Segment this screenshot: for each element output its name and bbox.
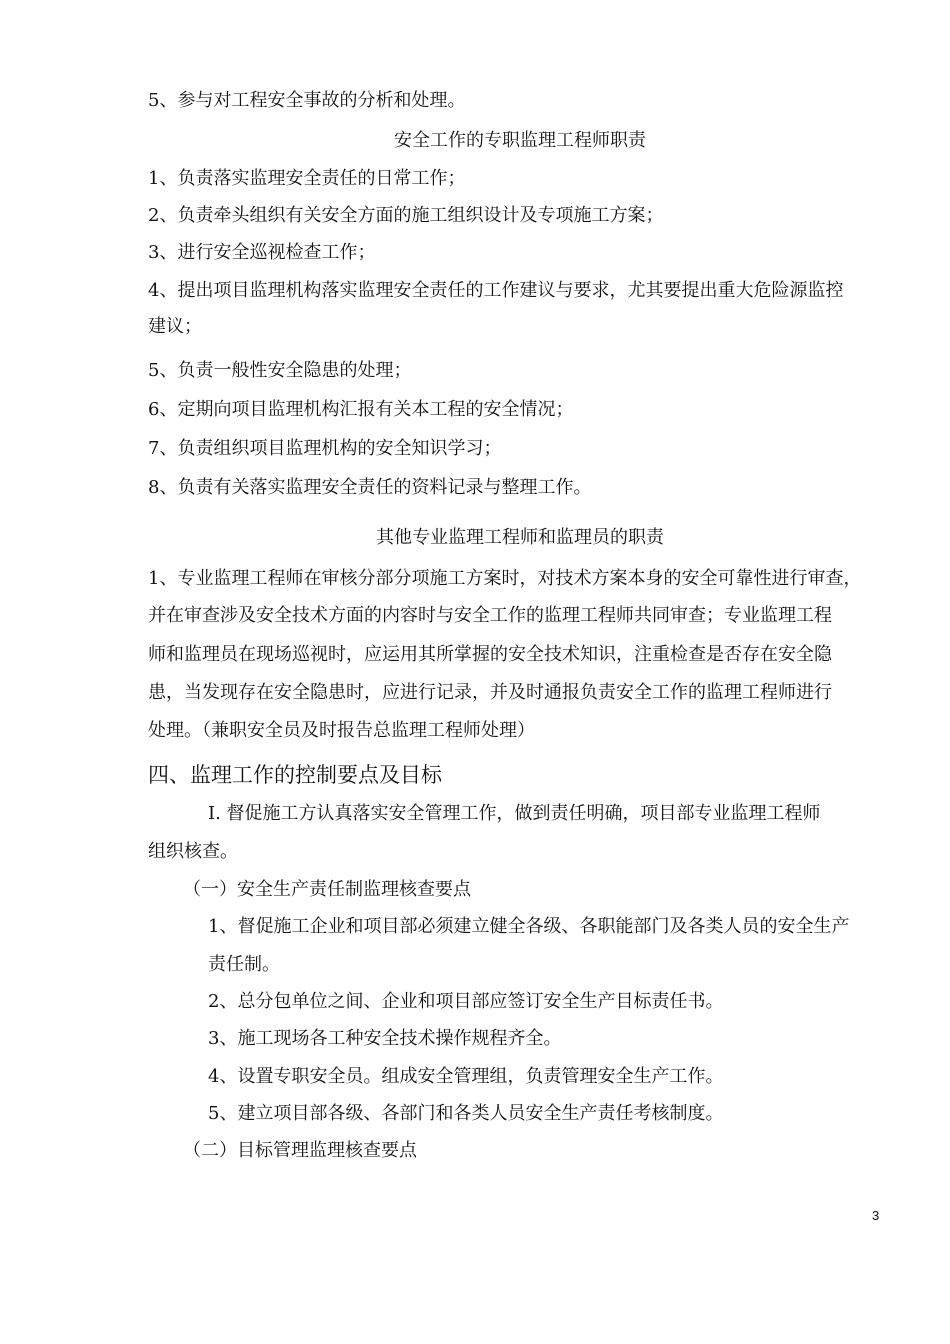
checkpoint-item: 3、施工现场各工种安全技术操作规程齐全。 [208,1028,562,1049]
intro-line-continued: 组织核查。 [148,841,238,862]
safety-duty-item: 7、负责组织项目监理机构的安全知识学习； [148,438,502,459]
paragraph-line: 处理。（兼职安全员及时报告总监理工程师处理） [148,720,535,741]
safety-duty-item: 5、负责一般性安全隐患的处理； [148,360,412,381]
checkpoint-item: 1、督促施工企业和项目部必须建立健全各级、各职能部门及各类人员的安全生产 [208,916,850,937]
checkpoint-item: 4、设置专职安全员。组成安全管理组，负责管理安全生产工作。 [208,1066,724,1087]
checkpoint-item-continued: 责任制。 [208,954,280,975]
section-heading-other-engineers: 其他专业监理工程师和监理员的职责 [376,527,664,548]
safety-duty-item: 6、定期向项目监理机构汇报有关本工程的安全情况； [148,399,574,420]
paragraph-line: 1、专业监理工程师在审核分部分项施工方案时，对技术方案本身的安全可靠性进行审查， [148,568,862,589]
safety-duty-item: 8、负责有关落实监理安全责任的资料记录与整理工作。 [148,477,592,498]
checkpoint-item: 5、建立项目部各级、各部门和各类人员安全生产责任考核制度。 [208,1103,724,1124]
chapter-heading: 四、监理工作的控制要点及目标 [148,763,442,787]
page-number: 3 [872,1208,880,1223]
paragraph-line: 师和监理员在现场巡视时，应运用其所掌握的安全技术知识，注重检查是否存在安全隐 [148,644,832,665]
duty-item-5: 5、参与对工程安全事故的分析和处理。 [148,90,466,111]
section-heading-safety-engineer: 安全工作的专职监理工程师职责 [394,130,646,151]
paragraph-line: 并在审查涉及安全技术方面的内容时与安全工作的监理工程师共同审查；专业监理工程 [148,605,832,626]
subsection-heading: （二）目标管理监理核查要点 [183,1140,417,1161]
paragraph-line: 患，当发现存在安全隐患时，应进行记录，并及时通报负责安全工作的监理工程师进行 [148,682,832,703]
checkpoint-item: 2、总分包单位之间、企业和项目部应签订安全生产目标责任书。 [208,991,724,1012]
safety-duty-item: 4、提出项目监理机构落实监理安全责任的工作建议与要求，尤其要提出重大危险源监控 [148,280,844,301]
safety-duty-item: 2、负责牵头组织有关安全方面的施工组织设计及专项施工方案； [148,205,664,226]
safety-duty-item: 3、进行安全巡视检查工作； [148,242,376,263]
safety-duty-item: 1、负责落实监理安全责任的日常工作； [148,168,466,189]
subsection-heading: （一）安全生产责任制监理核查要点 [183,879,471,900]
safety-duty-item-continued: 建议； [148,316,202,337]
intro-line: I. 督促施工方认真落实安全管理工作，做到责任明确，项目部专业监理工程师 [208,803,821,824]
